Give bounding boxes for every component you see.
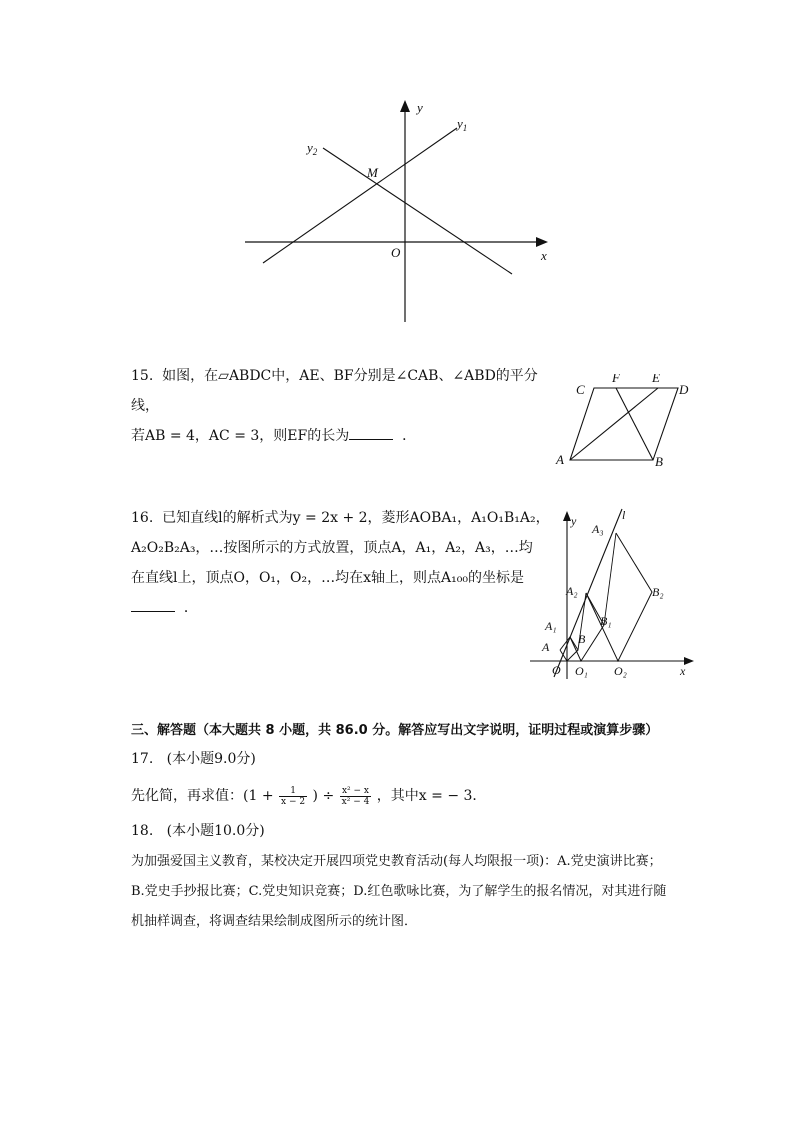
label-o2: O₂ [614, 664, 627, 678]
question-number: 16. [131, 510, 154, 526]
figure-line-intersection [235, 92, 565, 332]
expr-part-c: ，其中x = − 3． [376, 788, 487, 804]
fraction-1: $\frac{1}{x - 2}$ [281, 785, 306, 807]
question-17-header [131, 749, 256, 769]
label-a: A [556, 452, 564, 467]
question-number: 18. [131, 823, 154, 839]
question-17-body [131, 784, 486, 808]
answer-blank [131, 597, 175, 612]
label-c: C [576, 382, 585, 397]
question-text-end: ． [183, 600, 198, 616]
y1-label: $y_1$ [457, 116, 468, 133]
x-axis-label: x [541, 248, 547, 263]
figure-parallelogram [550, 374, 700, 469]
question-18-body [131, 847, 691, 937]
question-text-end: ． [402, 428, 417, 444]
label-l: l [622, 508, 626, 522]
label-f: F [612, 374, 620, 385]
expr-part-b: ) ÷ [312, 788, 335, 804]
label-x: x [680, 664, 686, 678]
question-15 [131, 361, 551, 451]
question-text-line2: 若AB = 4，AC = 3，则EF的长为 [131, 428, 350, 444]
question-text-line3: 在直线l上，顶点O，O₁，O₂，…均在x轴上，则点A₁₀₀的坐标是 [131, 570, 524, 586]
question-number: 17. [131, 751, 154, 767]
label-a1: A₁ [545, 619, 557, 633]
question-16 [131, 503, 551, 623]
question-score: (本小题9.0分) [166, 751, 256, 767]
question-text-line1: 已知直线l的解析式为y = 2x + 2，菱形AOBA₁，A₁O₁B₁A₂， [162, 510, 550, 526]
label-b: B [578, 632, 586, 646]
label-y: y [571, 514, 577, 528]
point-m-label: M [367, 165, 378, 180]
expr-part-a: 先化简，再求值：(1 + [131, 788, 274, 804]
label-a3: A₃ [592, 522, 604, 536]
question-score: (本小题10.0分) [166, 823, 265, 839]
label-b2: B₂ [652, 585, 664, 599]
label-a: A [542, 640, 550, 654]
question-text-line2: B.党史手抄报比赛；C.党史知识竞赛；D.红色歌咏比赛，为了解学生的报名情况，对其进行随 [131, 884, 667, 899]
label-b1: B₁ [600, 614, 612, 628]
question-text-line3: 机抽样调查，将调查结果绘制成图所示的统计图． [131, 914, 418, 929]
label-o: O [552, 663, 561, 677]
label-e: E [652, 374, 660, 385]
y2-label: $y_2$ [307, 140, 318, 157]
label-d: D [679, 382, 689, 397]
label-b: B [655, 454, 663, 469]
y-axis-label: y [417, 100, 423, 115]
fraction-2: $\frac{\text{x² − x}}{\text{x² − 4}}$ [341, 785, 370, 807]
question-number: 15. [131, 368, 154, 384]
question-text-line1: 如图，在▱ABDC中，AE、BF分别是∠CAB、∠ABD的平分线， [131, 368, 538, 414]
origin-label: O [391, 245, 401, 260]
question-text-line2: A₂O₂B₂A₃，…按图所示的方式放置，顶点A，A₁，A₂，A₃，…均 [131, 540, 533, 556]
label-a2: A₂ [566, 584, 578, 598]
section-heading: 三、解答题（本大题共 8 小题，共 86.0 分。解答应写出文字说明，证明过程或演算步骤） [131, 723, 659, 738]
question-18-header [131, 821, 265, 841]
figure-rhombus-chain [530, 505, 700, 680]
answer-blank [349, 425, 393, 440]
label-o1: O₁ [575, 664, 588, 678]
question-text-line1: 为加强爱国主义教育，某校决定开展四项党史教育活动(每人均限报一项)：A.党史演讲比赛； [131, 854, 662, 869]
